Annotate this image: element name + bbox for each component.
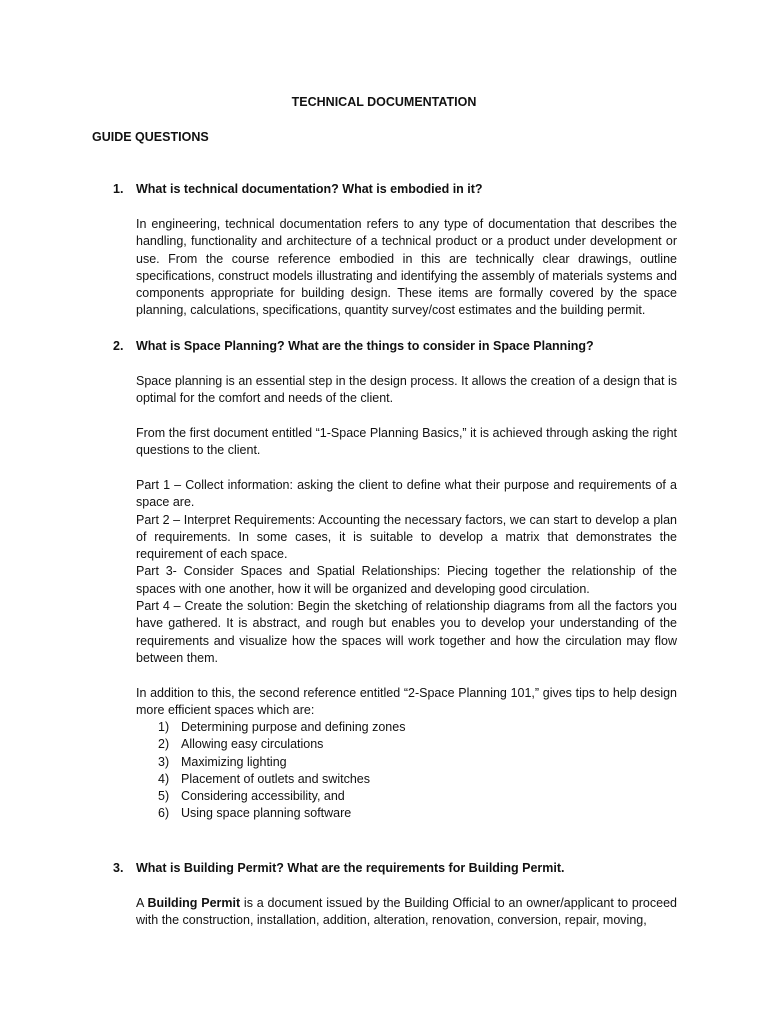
list-item: 4) Placement of outlets and switches xyxy=(158,771,370,786)
term-building-permit: Building Permit xyxy=(147,896,241,910)
question-text: What is Space Planning? What are the things to consider in Space Planning? xyxy=(136,339,594,353)
question-2 xyxy=(113,339,594,353)
part-3: Part 3- Consider Spaces and Spatial Relationships: Piecing together the relationship of the spaces with one another, how it will be organized and developing good circulation. xyxy=(136,564,677,596)
list-item: 3) Maximizing lighting xyxy=(158,754,287,769)
question-3 xyxy=(113,861,565,875)
paragraph: In engineering, technical documentation refers to any type of documentation that describes the handling, functionality and architecture of a technical product or a product under development or use. From the course reference embodied in this are technically clear drawings, outline specifications, construct models illustrating and identifying the assembly of materials systems and components appropriate for building design. These items are formally covered by the space planning, calculations, specifications, quantity survey/cost estimates and the building permit. xyxy=(136,217,677,318)
answer-1 xyxy=(136,216,677,320)
part-1: Part 1 – Collect information: asking the client to define what their purpose and requirements of a space are. xyxy=(136,478,677,510)
document-title: TECHNICAL DOCUMENTATION xyxy=(291,95,477,109)
tips-list xyxy=(158,719,405,823)
section-heading: GUIDE QUESTIONS xyxy=(92,130,209,144)
paragraph: In addition to this, the second reference entitled “2-Space Planning 101,” gives tips to help design more efficient spaces which are: xyxy=(136,686,677,718)
question-number: 3. xyxy=(113,861,124,875)
part-4: Part 4 – Create the solution: Begin the sketching of relationship diagrams from all the factors you have gathered. It is abstract, and rough but enables you to develop your understanding of the requirements and visualize how the spaces will work together and how the circulation may flow between them. xyxy=(136,599,677,665)
question-number: 2. xyxy=(113,339,124,353)
answer-2-reference xyxy=(136,425,677,460)
paragraph: Space planning is an essential step in the design process. It allows the creation of a design that is optimal for the comfort and needs of the client. xyxy=(136,374,677,406)
answer-3 xyxy=(136,895,677,930)
paragraph: From the first document entitled “1-Space Planning Basics,” it is achieved through asking the right questions to the client. xyxy=(136,426,677,458)
part-2: Part 2 – Interpret Requirements: Accounting the necessary factors, we can start to develop a plan of requirements. In some cases, it is suitable to develop a matrix that demonstrates the requirement of each space. xyxy=(136,512,677,562)
list-item: 2) Allowing easy circulations xyxy=(158,737,324,752)
answer-2-tips-intro xyxy=(136,685,677,720)
question-1 xyxy=(113,182,483,196)
list-item: 5) Considering accessibility, and xyxy=(158,789,345,804)
list-item: 1) Determining purpose and defining zones xyxy=(158,720,406,734)
list-item: 6) Using space planning software xyxy=(158,806,352,821)
question-text: What is technical documentation? What is embodied in it? xyxy=(136,182,483,196)
answer-2-parts xyxy=(136,477,677,667)
question-text: What is Building Permit? What are the requirements for Building Permit. xyxy=(136,861,565,875)
answer-2-intro xyxy=(136,373,677,408)
paragraph: A Building Permit is a document issued by the Building Official to an owner/applicant to proceed with the construction, installation, addition, alteration, renovation, conversion, repair, moving, xyxy=(136,896,677,928)
question-number: 1. xyxy=(113,182,124,196)
